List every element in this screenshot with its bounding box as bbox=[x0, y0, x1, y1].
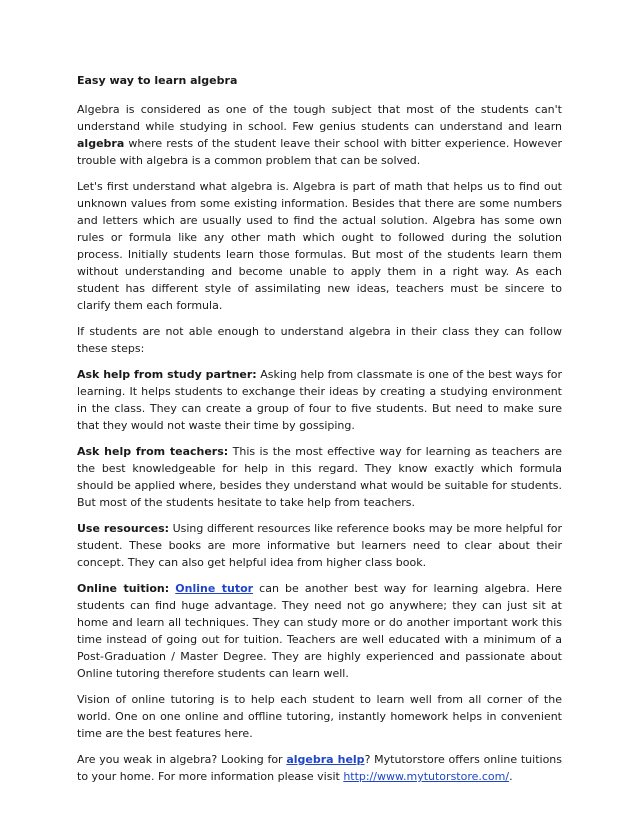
paragraph-vision: Vision of online tutoring is to help each student to learn well from all corner of the world. One on one online and offline tutoring, instantly homework helps in convenient time are the best features here. bbox=[77, 693, 562, 740]
document-title: Easy way to learn algebra bbox=[77, 74, 238, 87]
heading-resources: Use resources: bbox=[77, 522, 170, 535]
website-url-link[interactable]: http://www.mytutorstore.com/ bbox=[343, 770, 510, 783]
paragraph-resources: Use resources: Using different resources like reference books may be more helpful for student. These books are more informative but learners need to clear about their concept. They can also get helpful idea from higher class book. bbox=[77, 522, 562, 569]
paragraph-teachers: Ask help from teachers: This is the most effective way for learning as teachers are the best knowledgeable for help in this regard. They know exactly which formula should be applied where, besides they understand what would be suitable for students. But most of the students hesitate to take help from teachers. bbox=[77, 445, 562, 509]
paragraph-study-partner: Ask help from study partner: Asking help from classmate is one of the best ways for learning. It helps students to exchange their ideas by creating a studying environment in the class. They can create a group of four to five students. But need to make sure that they would not waste their time by gossiping. bbox=[77, 368, 562, 432]
document-page bbox=[77, 72, 562, 794]
online-tutor-link[interactable]: Online tutor bbox=[175, 582, 254, 595]
paragraph-call-to-action: Are you weak in algebra? Looking for algebra help? Mytutorstore offers online tuitions to your home. For more information please visit http://www.mytutorstore.com/. bbox=[77, 753, 563, 783]
paragraph-what-is-algebra: Let's first understand what algebra is. Algebra is part of math that helps us to find out unknown values from some existing information. Besides that there are some numbers and letters which are usually used to find the actual solution. Algebra has some own rules or formula like any other math which ought to followed during the solution process. Initially students learn those formulas. But most of the students learn them without understanding and become unable to apply them in a right way. As each student has different style of assimilating new ideas, teachers must be sincere to clarify them each formula. bbox=[77, 180, 562, 312]
bold-algebra: algebra bbox=[77, 137, 125, 150]
paragraph-intro: Algebra is considered as one of the tough subject that most of the students can't understand while studying in school. Few genius students can understand and learn algebra where rests of the student leave their school with bitter experience. However trouble with algebra is a common problem that can be solved. bbox=[77, 103, 562, 167]
heading-teachers: Ask help from teachers: bbox=[77, 445, 229, 458]
algebra-help-link[interactable]: algebra help bbox=[286, 753, 365, 766]
heading-online-tuition: Online tuition: bbox=[77, 582, 170, 595]
paragraph-steps-intro: If students are not able enough to understand algebra in their class they can follow these steps: bbox=[77, 325, 562, 355]
heading-study-partner: Ask help from study partner: bbox=[77, 368, 257, 381]
paragraph-online-tuition: Online tuition: Online tutor can be another best way for learning algebra. Here students can find huge advantage. They need not go anywhere; they can just sit at home and learn all techniques. They can study more or do another important work this time instead of going out for tuition. Teachers are well educated with a minimum of a Post-Graduation / Master Degree. They are highly experienced and passionate about Online tutoring therefore students can learn well. bbox=[77, 582, 562, 680]
